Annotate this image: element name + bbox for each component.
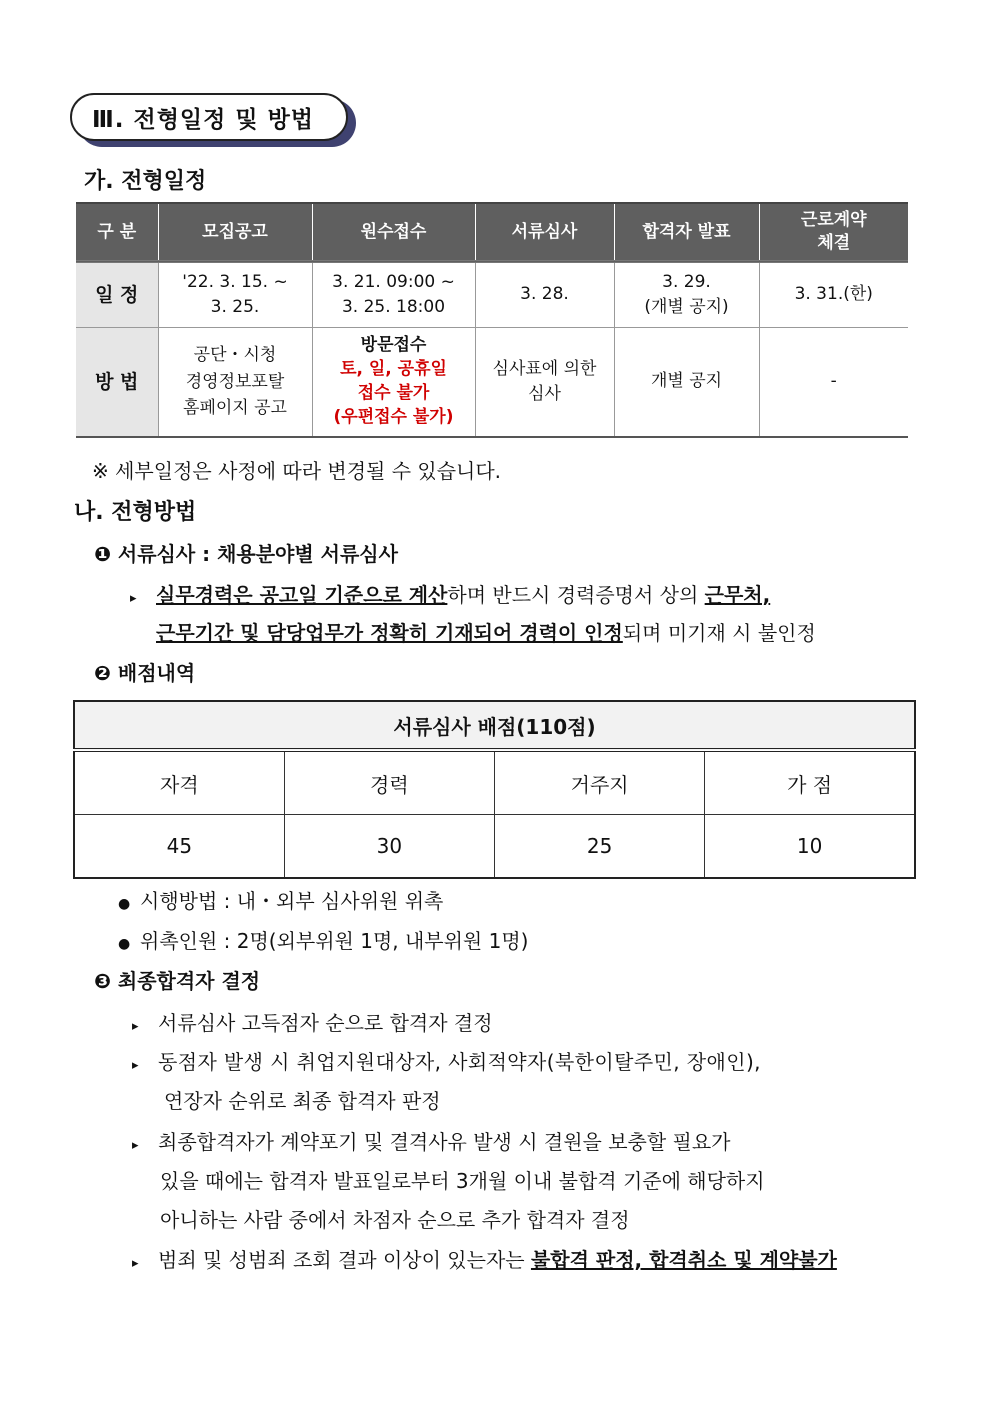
point-text: 범죄 및 성범죄 조회 결과 이상이 있는자는 (158, 1248, 531, 1272)
triangle-bullet-icon: ▸ (132, 1256, 139, 1271)
point-text: 서류심사 고득점자 순으로 합격자 결정 (158, 1011, 493, 1035)
cell-announce-method: 개별 공지 (614, 328, 759, 438)
item1-line2 (156, 617, 816, 646)
item1-title: ❶ 서류심사 : 채용분야별 서류심사 (94, 542, 398, 566)
score-table (73, 700, 916, 879)
header-cell: 근로계약 체결 (759, 203, 908, 262)
triangle-bullet-icon: ▸ (130, 591, 137, 606)
header-cell: 구 분 (76, 203, 158, 262)
score-header: 거주지 (495, 750, 705, 815)
cell-review-method: 심사표에 의한 심사 (475, 328, 614, 438)
score-header: 가 점 (705, 750, 915, 815)
bullet-text: 위촉인원 : 2명(외부위원 1명, 내부위원 1명) (140, 929, 529, 953)
item3-title: ❸ 최종합격자 결정 (94, 969, 261, 993)
cell-receipt-method (312, 328, 475, 438)
method-row (76, 328, 908, 438)
schedule-table (76, 202, 908, 438)
bullet-text: 시행방법 : 내・외부 심사위원 위촉 (140, 889, 444, 913)
score-value: 10 (705, 815, 915, 879)
plain-text: 되며 미기재 시 불인정 (622, 621, 816, 645)
item1-line1 (130, 579, 770, 608)
row-label: 방 법 (76, 328, 158, 438)
triangle-bullet-icon: ▸ (132, 1019, 139, 1034)
cell-review-date: 3. 28. (475, 262, 614, 328)
score-value-row (74, 815, 915, 879)
point-text: 최종합격자가 계약포기 및 결격사유 발생 시 결원을 보충할 필요가 (158, 1130, 731, 1154)
underline-text: 근무기간 및 담당업무가 정확히 기재되어 경력이 인정 (156, 621, 623, 645)
header-cell: 모집공고 (158, 203, 312, 262)
header-cell: 합격자 발표 (614, 203, 759, 262)
score-header: 자격 (74, 750, 284, 815)
subheading-method: 나. 전형방법 (74, 500, 197, 525)
score-value: 30 (284, 815, 494, 879)
cell-posting-date: '22. 3. 15. ~ 3. 25. (158, 262, 312, 328)
cell-announce-date: 3. 29. (개별 공지) (614, 262, 759, 328)
item3-point-cont: 아니하는 사람 중에서 차점자 순으로 추가 합격자 결정 (160, 1208, 630, 1232)
schedule-row (76, 262, 908, 328)
triangle-bullet-icon: ▸ (132, 1138, 139, 1153)
schedule-header-row (76, 203, 908, 262)
underline-text: 불합격 판정, 합격취소 및 계약불가 (530, 1248, 837, 1272)
dot-bullet-icon: ● (118, 936, 131, 952)
score-value: 25 (495, 815, 705, 879)
schedule-note: ※ 세부일정은 사정에 따라 변경될 수 있습니다. (92, 459, 502, 483)
item3-point-cont: 있을 때에는 합격자 발표일로부터 3개월 이내 불합격 기준에 해당하지 (160, 1169, 765, 1193)
score-title-row (74, 701, 915, 750)
plain-text: 하며 반드시 경력증명서 상의 (447, 583, 705, 607)
item3-point (132, 1244, 837, 1273)
item3-point (132, 1126, 731, 1155)
item3-point (132, 1046, 761, 1075)
receipt-visit: 방문접수 (360, 335, 427, 356)
header-cell: 원수접수 (312, 203, 475, 262)
bullet-item (118, 885, 443, 914)
cell-contract-date: 3. 31.(한) (759, 262, 908, 328)
score-header: 경력 (284, 750, 494, 815)
section-title: Ⅲ. 전형일정 및 방법 (70, 93, 348, 141)
cell-contract-method: - (759, 328, 908, 438)
bullet-item (118, 925, 528, 954)
header-cell: 서류심사 (475, 203, 614, 262)
dot-bullet-icon: ● (118, 896, 131, 912)
underline-text: 실무경력은 공고일 기준으로 계산 (156, 583, 448, 607)
receipt-warning: 토, 일, 공휴일 접수 불가 (우편접수 불가) (333, 359, 454, 427)
score-header-row (74, 750, 915, 815)
underline-text: 근무처, (704, 583, 771, 607)
score-table-title: 서류심사 배점(110점) (74, 701, 915, 750)
row-label: 일 정 (76, 262, 158, 328)
cell-posting-method: 공단・시청 경영정보포탈 홈페이지 공고 (158, 328, 312, 438)
score-value: 45 (74, 815, 284, 879)
subheading-schedule: 가. 전형일정 (84, 169, 207, 194)
item3-point (132, 1007, 493, 1036)
item3-point-cont: 연장자 순위로 최종 합격자 판정 (164, 1089, 441, 1113)
item2-title: ❷ 배점내역 (94, 661, 196, 685)
cell-receipt-date: 3. 21. 09:00 ~ 3. 25. 18:00 (312, 262, 475, 328)
triangle-bullet-icon: ▸ (132, 1058, 139, 1073)
point-text: 동점자 발생 시 취업지원대상자, 사회적약자(북한이탈주민, 장애인), (158, 1050, 761, 1074)
